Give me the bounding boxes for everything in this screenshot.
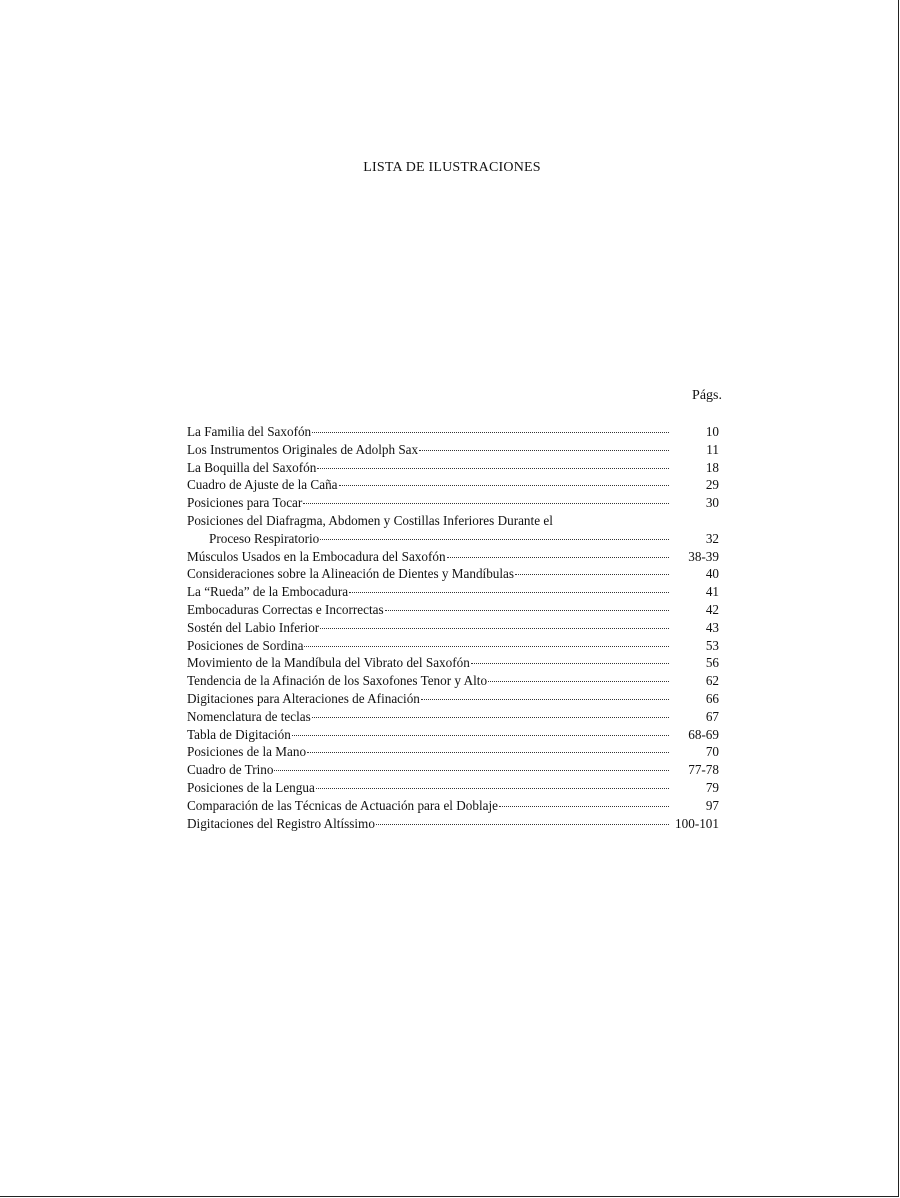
toc-entry <box>187 779 719 797</box>
dot-leader <box>421 699 669 700</box>
dot-leader <box>349 592 669 593</box>
dot-leader <box>376 824 669 825</box>
dot-leader <box>515 574 669 575</box>
toc-entry <box>187 441 719 459</box>
toc-entry-label: Embocaduras Correctas e Incorrectas <box>187 601 384 617</box>
toc-entry <box>187 423 719 441</box>
toc-entry-page: 79 <box>705 779 719 795</box>
toc-entry <box>187 797 719 815</box>
toc-entry <box>187 548 719 566</box>
toc-entry-label: La “Rueda” de la Embocadura <box>187 584 349 600</box>
dot-leader <box>499 806 669 807</box>
illustrations-list <box>187 423 719 832</box>
dot-leader <box>419 450 669 451</box>
toc-entry <box>187 619 719 637</box>
toc-entry-page: 53 <box>705 637 719 653</box>
page-title: LISTA DE ILUSTRACIONES <box>363 160 541 175</box>
toc-entry-label: Posiciones de la Lengua <box>187 779 315 795</box>
toc-entry-label: Nomenclatura de teclas <box>187 708 311 724</box>
toc-entry <box>187 476 719 494</box>
dot-leader <box>312 432 669 433</box>
toc-entry-page: 56 <box>705 655 719 671</box>
toc-entry-label: Posiciones para Tocar <box>187 495 303 511</box>
dot-leader <box>274 770 669 771</box>
toc-entry-label: Posiciones de la Mano <box>187 744 307 760</box>
toc-entry-page: 68-69 <box>688 726 719 742</box>
dot-leader <box>447 557 669 558</box>
toc-entry-page: 66 <box>705 690 719 706</box>
toc-entry-page: 62 <box>705 673 719 689</box>
toc-entry <box>187 512 719 530</box>
toc-entry-page: 43 <box>705 619 719 635</box>
toc-entry <box>187 761 719 779</box>
dot-leader <box>316 788 669 789</box>
dot-leader <box>385 610 669 611</box>
toc-entry-page: 38-39 <box>688 548 719 564</box>
toc-entry-label: Posiciones del Diafragma, Abdomen y Costillas Inferiores Durante el <box>187 512 553 528</box>
toc-entry-label: La Familia del Saxofón <box>187 424 312 439</box>
toc-entry-label: Sostén del Labio Inferior <box>187 619 320 635</box>
dot-leader <box>488 681 669 682</box>
dot-leader <box>312 717 669 718</box>
dot-leader <box>339 485 669 486</box>
toc-entry <box>187 672 719 690</box>
toc-entry-label: Movimiento de la Mandíbula del Vibrato del Saxofón <box>187 655 470 671</box>
dot-leader <box>317 468 669 469</box>
toc-entry-page: 97 <box>705 797 719 813</box>
toc-entry-page: 32 <box>705 530 719 546</box>
toc-entry-label: Comparación de las Técnicas de Actuación para el Doblaje <box>187 797 498 813</box>
toc-entry-label-continuation: Proceso Respiratorio <box>209 530 320 546</box>
toc-entry-label: Cuadro de Ajuste de la Caña <box>187 477 338 493</box>
toc-entry-page: 18 <box>705 459 719 475</box>
dot-leader <box>304 646 669 647</box>
toc-entry <box>187 601 719 619</box>
dot-leader <box>471 663 669 664</box>
toc-entry-page: 70 <box>705 744 719 760</box>
toc-entry-label: Los Instrumentos Originales de Adolph Sax <box>187 441 419 457</box>
toc-entry <box>187 743 719 761</box>
toc-entry-label: La Boquilla del Saxofón <box>187 459 317 475</box>
toc-entry-page: 77-78 <box>688 762 719 778</box>
dot-leader <box>320 539 669 540</box>
dot-leader <box>292 735 669 736</box>
toc-entry <box>187 637 719 655</box>
toc-entry-page: 11 <box>706 441 719 457</box>
toc-entry <box>187 654 719 672</box>
toc-entry-page: 100-101 <box>675 815 719 831</box>
toc-entry <box>187 494 719 512</box>
toc-entry-label: Tabla de Digitación <box>187 726 291 742</box>
toc-entry <box>187 459 719 477</box>
toc-entry <box>187 583 719 601</box>
toc-entry-label: Tendencia de la Afinación de los Saxofones Tenor y Alto <box>187 673 488 689</box>
pages-column-label: Págs. <box>692 388 722 403</box>
toc-entry-page: 42 <box>705 601 719 617</box>
toc-entry-page: 40 <box>705 566 719 582</box>
toc-entry-label: Digitaciones para Alteraciones de Afinación <box>187 690 420 706</box>
dot-leader <box>303 503 669 504</box>
toc-entry <box>187 726 719 744</box>
dot-leader <box>307 752 669 753</box>
toc-entry-label: Digitaciones del Registro Altíssimo <box>187 815 375 831</box>
toc-entry-label: Posiciones de Sordina <box>187 637 304 653</box>
toc-entry-label: Músculos Usados en la Embocadura del Saxofón <box>187 548 446 564</box>
toc-entry-page: 29 <box>705 477 719 493</box>
toc-entry-label: Consideraciones sobre la Alineación de Dientes y Mandíbulas <box>187 566 515 582</box>
toc-entry-page: 41 <box>705 584 719 600</box>
toc-entry-label: Cuadro de Trino <box>187 762 274 778</box>
toc-entry <box>187 565 719 583</box>
toc-entry-page: 30 <box>705 495 719 511</box>
toc-entry <box>187 815 719 833</box>
toc-entry <box>187 708 719 726</box>
toc-entry <box>187 690 719 708</box>
toc-entry-page: 10 <box>705 424 719 439</box>
dot-leader <box>320 628 669 629</box>
toc-entry-continuation <box>187 530 719 548</box>
toc-entry-page: 67 <box>705 708 719 724</box>
